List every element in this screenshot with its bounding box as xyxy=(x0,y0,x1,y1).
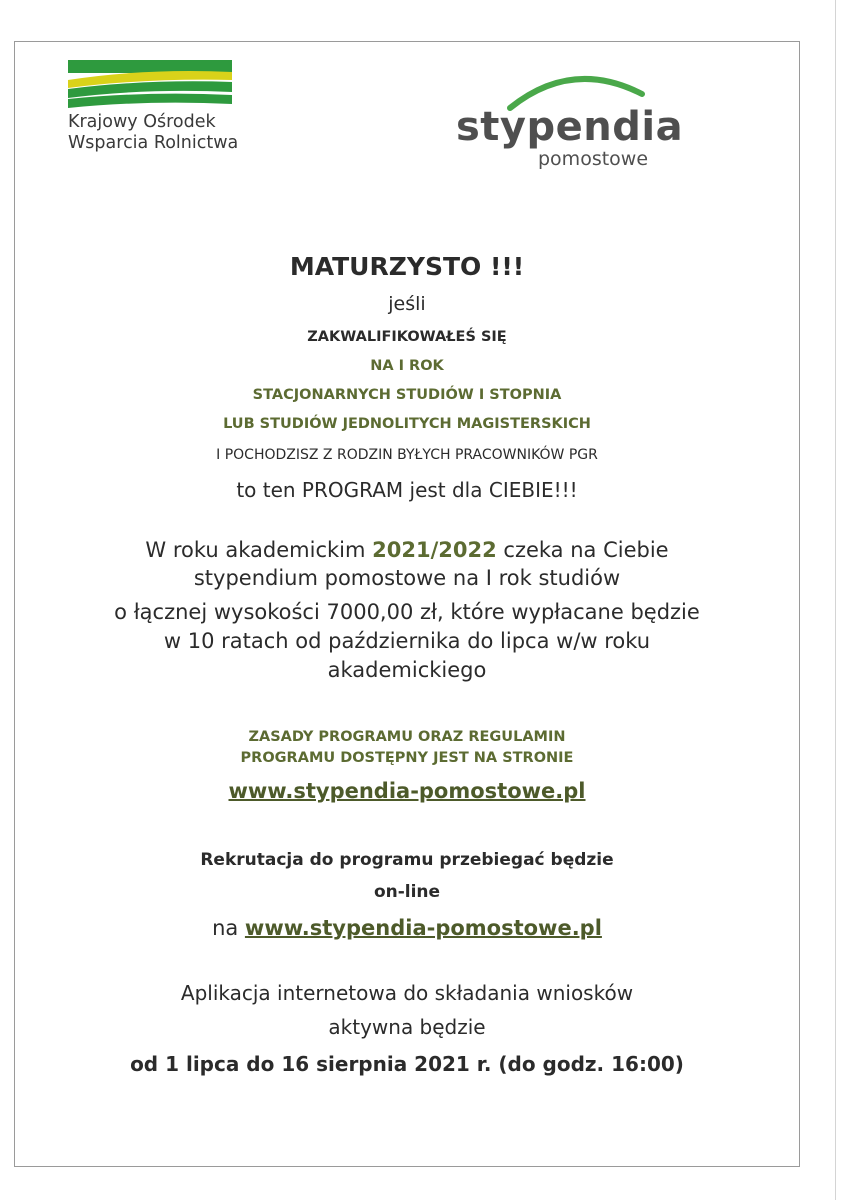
criteria-line-4: LUB STUDIÓW JEDNOLITYCH MAGISTERSKICH xyxy=(223,416,591,432)
application-line-1: Aplikacja internetowa do składania wniosków xyxy=(180,981,634,1005)
scholarship-line-3: o łącznej wysokości 7000,00 zł, które wypłacane będzie xyxy=(114,600,700,624)
application-dates: od 1 lipca do 16 sierpnia 2021 r. (do godz. 16:00) xyxy=(130,1052,684,1076)
scan-edge-line xyxy=(835,0,836,1200)
intro-text: jeśli xyxy=(388,293,426,315)
recruitment-url-link[interactable]: www.stypendia-pomostowe.pl xyxy=(244,916,602,940)
rules-line-1: ZASADY PROGRAMU ORAZ REGULAMIN xyxy=(248,729,566,745)
criteria-line-5: I POCHODZISZ Z RODZIN BYŁYCH PRACOWNIKÓW PGR xyxy=(216,447,598,463)
rules-url-link[interactable]: www.stypendia-pomostowe.pl xyxy=(228,779,586,803)
stypendia-logo xyxy=(452,66,692,176)
pomostowe-wordmark: pomostowe xyxy=(538,148,649,170)
kowr-logo-graphic xyxy=(66,58,236,112)
headline: MATURZYSTO !!! xyxy=(289,252,525,281)
criteria-line-3: STACJONARNYCH STUDIÓW I STOPNIA xyxy=(252,387,562,403)
scholarship-line-5: akademickiego xyxy=(327,658,487,682)
scholarship-line-4: w 10 ratach od października do lipca w/w roku xyxy=(163,629,651,653)
criteria-line-2: NA I ROK xyxy=(370,358,444,374)
recruitment-line-2: on-line xyxy=(373,882,441,902)
kowr-name-line2: Wsparcia Rolnictwa xyxy=(68,133,239,153)
stypendia-wordmark: stypendia xyxy=(456,104,684,150)
scholarship-line-2: stypendium pomostowe na I rok studiów xyxy=(193,566,621,590)
kowr-logo xyxy=(66,58,239,158)
application-line-2: aktywna będzie xyxy=(328,1015,486,1039)
rules-url-row xyxy=(14,779,800,803)
scholarship-line-1 xyxy=(14,538,800,562)
recruitment-url-prefix: na xyxy=(212,916,245,940)
recruitment-url-row xyxy=(14,916,800,940)
program-line: to ten PROGRAM jest dla CIEBIE!!! xyxy=(236,478,578,502)
scholarship-year-prefix: W roku akademickim xyxy=(145,538,373,562)
rules-line-2: PROGRAMU DOSTĘPNY JEST NA STRONIE xyxy=(240,750,574,766)
kowr-name-line1: Krajowy Ośrodek xyxy=(68,112,216,132)
scholarship-year-suffix: czeka na Ciebie xyxy=(496,538,669,562)
academic-year: 2021/2022 xyxy=(372,538,497,562)
criteria-line-1: ZAKWALIFIKOWAŁEŚ SIĘ xyxy=(307,329,507,345)
recruitment-line-1: Rekrutacja do programu przebiegać będzie xyxy=(200,850,614,870)
